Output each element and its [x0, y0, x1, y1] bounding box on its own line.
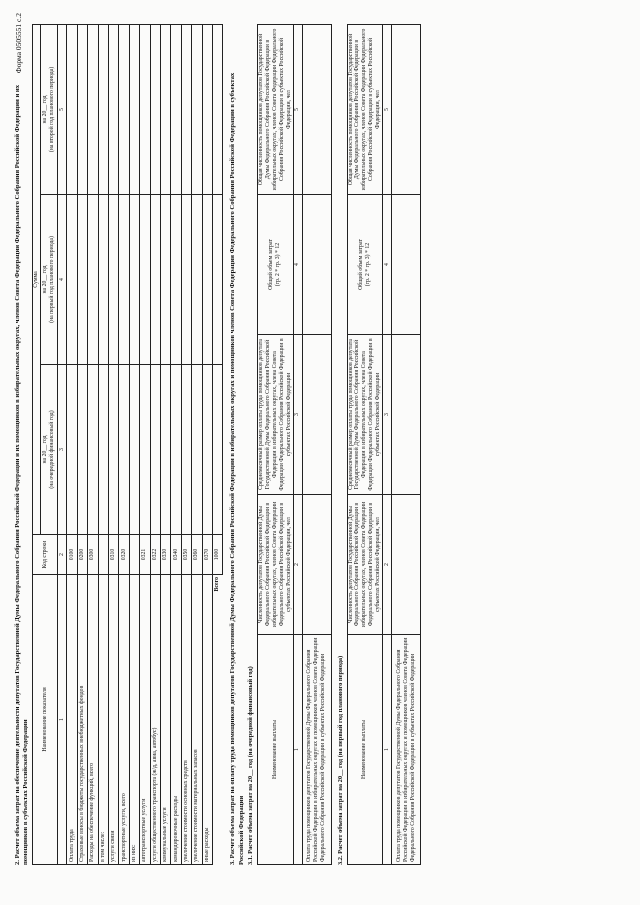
table-cell: [392, 195, 421, 335]
col-number: 4: [58, 195, 67, 365]
table-cell: [129, 25, 139, 195]
row-name: увеличение стоимости материальных запасов: [192, 575, 202, 865]
col-number: 2: [383, 495, 392, 635]
row-code: 0320: [119, 535, 129, 575]
row-name: услуги связи: [108, 575, 118, 865]
section3-2-table: [347, 24, 422, 865]
col-number: 5: [383, 25, 392, 195]
row-code: 0321: [140, 535, 150, 575]
table-cell: [302, 335, 331, 495]
row-code: 0360: [192, 535, 202, 575]
form-id: Форма 0505551 с.2: [14, 13, 23, 74]
header-assistants-count: Общая численность помощников депутатов Государственной Думы Федерального Собрания Российской Федерации в избирательных округах, членов Совета Федерации Федерального Собрания Российской Федерации в субъектах Российской Федерации, чел: [347, 25, 383, 195]
subsection-3-1-title: 3.1. Расчет объема затрат на 20__ год (на очередной финансовый год): [246, 666, 254, 865]
table-cell: [202, 25, 212, 195]
row-code: 0350: [181, 535, 191, 575]
table-cell: [129, 365, 139, 535]
table-cell: [108, 195, 118, 365]
section3-1-table: [257, 24, 332, 865]
row-name: командировочные расходы: [171, 575, 181, 865]
table-cell: [119, 195, 129, 365]
table-cell: [119, 25, 129, 195]
table-cell: [140, 195, 150, 365]
row-name: из них:: [129, 575, 139, 865]
table-cell: [192, 195, 202, 365]
row-name: коммунальные услуги: [160, 575, 170, 865]
row-code: 0100: [67, 535, 77, 575]
table-row: [119, 25, 129, 865]
header-col5: на 20__ год (на второй год планового периода): [41, 25, 58, 195]
table-cell: [160, 365, 170, 535]
col-number: 3: [293, 335, 302, 495]
col-number: 2: [293, 495, 302, 635]
table-cell: [98, 25, 108, 195]
table-cell: [150, 365, 160, 535]
table-cell: [302, 495, 331, 635]
table-cell: [212, 25, 222, 195]
table-cell: [67, 195, 77, 365]
total-code: 1000: [212, 535, 222, 575]
table-row: [129, 25, 139, 865]
row-code: 0370: [202, 535, 212, 575]
table-cell: [150, 25, 160, 195]
row-name: иные расходы: [202, 575, 212, 865]
table-cell: [392, 25, 421, 195]
col-number: 5: [58, 25, 67, 195]
table-cell: [129, 195, 139, 365]
table-row: [171, 25, 181, 865]
table-cell: [108, 365, 118, 535]
table-cell: [88, 195, 98, 365]
header-name: Наименование показателя: [33, 575, 58, 865]
row-code: 0310: [108, 535, 118, 575]
header-deputies-count: Численность депутатов Государственной Думы Федерального Собрания Российской Федерации в избирательных округах, членов Совета Федерации Федерального Собрания Российской Федерации в субъектах Российской Федерации, чел: [347, 495, 383, 635]
header-avg-salary: Среднемесячный размер оплаты труда помощников депутата Государственной Думы Федерального Собрания Российской Федерации в избирательных округах, члена Совета Федерации Федерального Собрания Российской Федерации в субъектах Российской Федерации: [347, 335, 383, 495]
form-sheet: [14, 5, 421, 865]
table-cell: [77, 25, 87, 195]
table-row: [108, 25, 118, 865]
payment-row-label: Оплата труда помощников депутатов Государственной Думы Федерального Собрания Российской Федерации в избирательных округах и помощников членов Совета Федерации Федерального Собрания Российской Федерации в субъектах Российской Федерации: [302, 635, 331, 865]
col-number: 4: [383, 195, 392, 335]
table-cell: [108, 25, 118, 195]
col-number: 1: [383, 635, 392, 865]
table-cell: [171, 365, 181, 535]
table-cell: [392, 495, 421, 635]
header-payment-name: Наименование выплаты: [257, 635, 293, 865]
table-cell: [98, 195, 108, 365]
header-payment-name: Наименование выплаты: [347, 635, 383, 865]
table-row: [160, 25, 170, 865]
table-cell: [202, 365, 212, 535]
table-row: [140, 25, 150, 865]
header-col4: на 20__ год (на первый год планового периода): [41, 195, 58, 365]
col-number: 1: [293, 635, 302, 865]
header-col3: на 20__ год (на очередной финансовый год): [41, 365, 58, 535]
table-cell: [302, 25, 331, 195]
table-row: [98, 25, 108, 865]
table-row: [67, 25, 77, 865]
row-code: [98, 535, 108, 575]
row-name: в том числе:: [98, 575, 108, 865]
table-row: [88, 25, 98, 865]
table-cell: [77, 195, 87, 365]
table-cell: [202, 195, 212, 365]
table-row: [181, 25, 191, 865]
table-cell: [150, 195, 160, 365]
subsection-3-2-title: 3.2. Расчет объема затрат на 20__ год (на первый год планового периода): [336, 655, 344, 865]
header-assistants-count: Общая численность помощников депутатов Государственной Думы Федерального Собрания Российской Федерации в избирательных округах, членов Совета Федерации Федерального Собрания Российской Федерации в субъектах Российской Федерации, чел: [257, 25, 293, 195]
header-code: Код строки: [33, 535, 58, 575]
section3-title: 3. Расчет объема затрат на оплату труда помощников депутатов Государственной Думы Федерального Собрания Российской Федерации в избирательных округах и помощников членов Совета Федерации Федерального Собрания Российской Федерации в субъектах Российской Федерации: [229, 72, 245, 865]
table-cell: [302, 195, 331, 335]
table-row: [150, 25, 160, 865]
table-cell: [98, 365, 108, 535]
row-name: автотранспортные услуги: [140, 575, 150, 865]
table-cell: [212, 365, 222, 535]
col-number: 3: [383, 335, 392, 495]
row-code: 0340: [171, 535, 181, 575]
table-cell: [88, 365, 98, 535]
section2-title: 2. Расчет объема затрат на обеспечение деятельности депутатов Государственной Думы Федерального Собрания Российской Федерации и их помощников в избирательных округах, членов Совета Федерации Федерального Собрания Российской Федерации и их помощников в субъектах Российской Федерации: [14, 84, 30, 865]
col-number: 4: [293, 195, 302, 335]
row-name: услуги общественного транспорта (ж/д, авиа, автобус): [150, 575, 160, 865]
row-code: 0200: [77, 535, 87, 575]
table-cell: [212, 195, 222, 365]
row-name: транспортные услуги, всего: [119, 575, 129, 865]
section2-table: [32, 24, 223, 865]
header-deputies-count: Численность депутатов Государственной Думы Федерального Собрания Российской Федерации в избирательных округах, членов Совета Федерации Федерального Собрания Российской Федерации в субъектах Российской Федерации, чел: [257, 495, 293, 635]
section2-rows: [67, 25, 212, 865]
table-cell: [181, 195, 191, 365]
header-sum: Сумма: [33, 25, 41, 535]
table-row: [77, 25, 87, 865]
col-number: 5: [293, 25, 302, 195]
row-code: [129, 535, 139, 575]
table-cell: [392, 335, 421, 495]
table-cell: [192, 365, 202, 535]
col-number: 2: [58, 535, 67, 575]
table-cell: [140, 365, 150, 535]
header-total-cost: Общий объем затрат (гр. 2 * гр. 3) * 12: [257, 195, 293, 335]
total-label: Всего: [214, 577, 221, 592]
table-cell: [67, 25, 77, 195]
table-cell: [88, 25, 98, 195]
table-cell: [192, 25, 202, 195]
table-row: [192, 25, 202, 865]
col-number: 3: [58, 365, 67, 535]
table-cell: [160, 25, 170, 195]
header-avg-salary: Среднемесячный размер оплаты труда помощников депутата Государственной Думы Федерального Собрания Российской Федерации в избирательных округах, члена Совета Федерации Федерального Собрания Российской Федерации в субъектах Российской Федерации: [257, 335, 293, 495]
header-total-cost: Общий объем затрат (гр. 2 * гр. 3) * 12: [347, 195, 383, 335]
row-name: Расходы на обеспечение функций, всего: [88, 575, 98, 865]
payment-row-label: Оплата труда помощников депутатов Государственной Думы Федерального Собрания Российской Федерации в избирательных округах и помощников членов Совета Федерации Федерального Собрания Российской Федерации в субъектах Российской Федерации: [392, 635, 421, 865]
table-cell: [119, 365, 129, 535]
row-code: 0300: [88, 535, 98, 575]
table-cell: [140, 25, 150, 195]
table-cell: [77, 365, 87, 535]
table-cell: [181, 365, 191, 535]
row-code: 0330: [160, 535, 170, 575]
row-code: 0322: [150, 535, 160, 575]
row-name: увеличение стоимости основных средств: [181, 575, 191, 865]
row-name: Страховые взносы в бюджеты государственных внебюджетных фондов: [77, 575, 87, 865]
table-cell: [171, 25, 181, 195]
table-cell: [181, 25, 191, 195]
table-row: [202, 25, 212, 865]
table-cell: [160, 195, 170, 365]
row-name: Оплата труда: [67, 575, 77, 865]
table-cell: [67, 365, 77, 535]
table-cell: [171, 195, 181, 365]
col-number: 1: [58, 575, 67, 865]
